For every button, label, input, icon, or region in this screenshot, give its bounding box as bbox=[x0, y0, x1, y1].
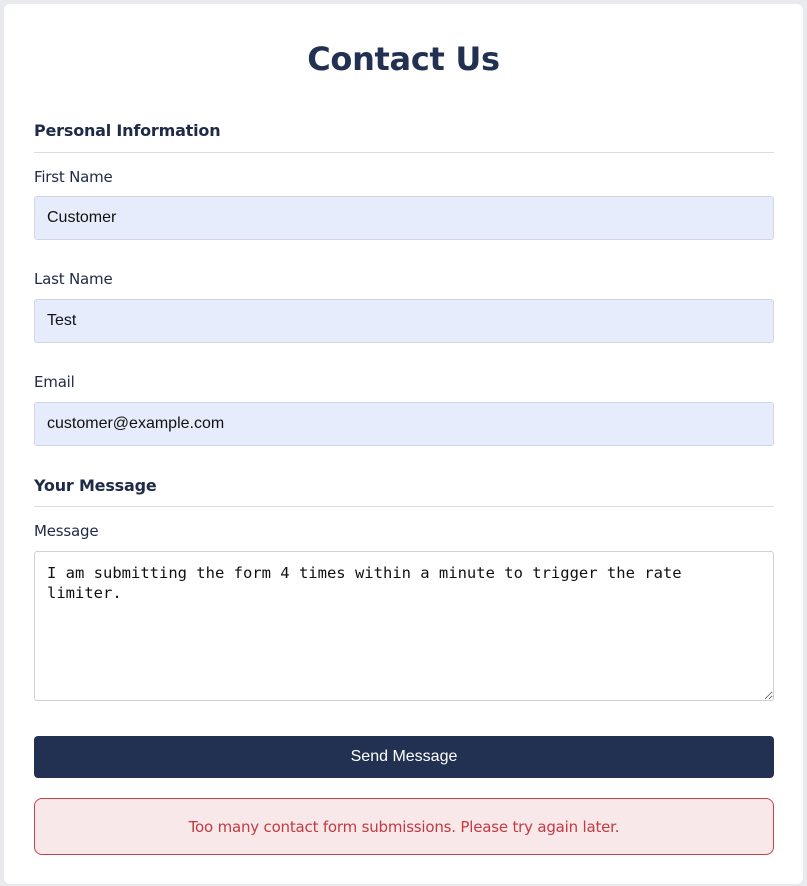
last-name-label: Last Name bbox=[34, 270, 113, 288]
section-divider bbox=[34, 506, 774, 507]
first-name-label: First Name bbox=[34, 168, 113, 186]
email-label: Email bbox=[34, 373, 75, 391]
section-divider bbox=[34, 152, 774, 153]
section-heading-your-message: Your Message bbox=[34, 476, 157, 495]
message-label: Message bbox=[34, 522, 99, 540]
error-alert bbox=[34, 798, 774, 855]
message-textarea[interactable] bbox=[34, 551, 774, 701]
first-name-input[interactable] bbox=[34, 196, 774, 240]
section-heading-personal-information: Personal Information bbox=[34, 121, 221, 140]
email-input[interactable] bbox=[34, 402, 774, 446]
last-name-input[interactable] bbox=[34, 299, 774, 343]
error-message: Too many contact form submissions. Please try again later. bbox=[188, 817, 620, 836]
page-title: Contact Us bbox=[307, 40, 500, 78]
send-message-button[interactable]: Send Message bbox=[34, 736, 774, 778]
contact-form-card bbox=[4, 4, 803, 884]
